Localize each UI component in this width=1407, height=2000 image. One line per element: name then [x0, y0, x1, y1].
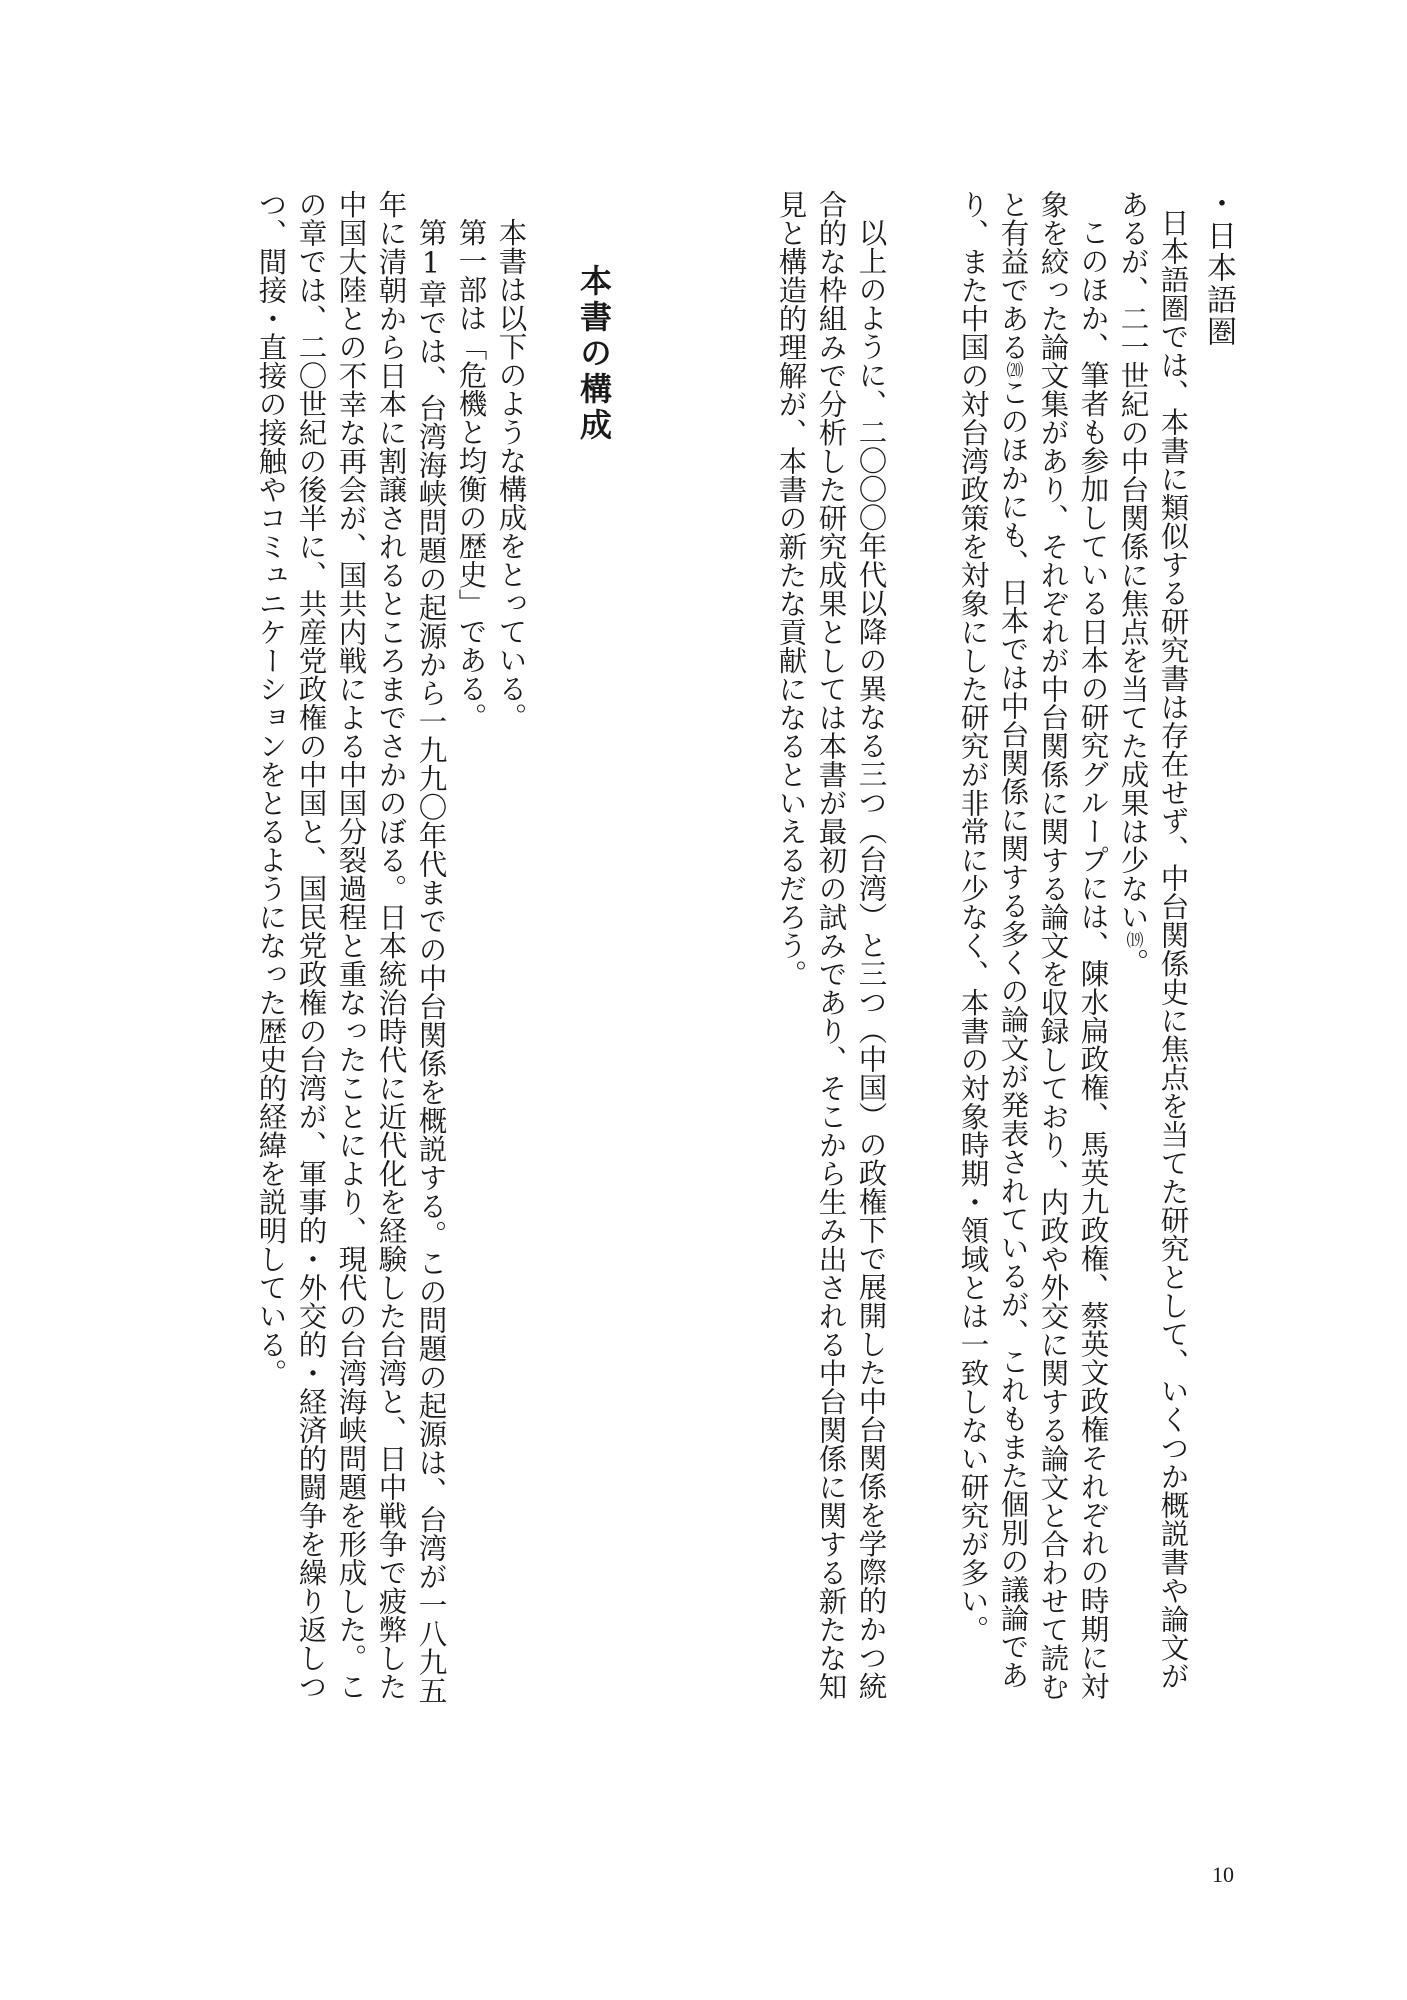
text-line: 日本語圏では、本書に類似する研究書は存在せず、中台関係史に焦点を当てた研究として、いくつか概説書や論文が	[1156, 208, 1190, 1690]
text-line: 合的な枠組みで分析した研究成果としては本書が最初の試みであり、そこから生み出される中台関係に関する新たな知	[814, 190, 848, 1701]
text-line: 以上のように、二〇〇〇年代以降の異なる三つ（台湾）と三つ（中国）の政権下で展開した中台関係を学際的かつ統	[854, 218, 888, 1700]
text-line: つ、間接・直接の接触やコミュニケーションをとるようになった歴史的経緯を説明している。	[254, 190, 288, 1387]
text-line: 第1章では、台湾海峡問題の起源から一九九〇年代までの中台関係を概説する。この問題の起源は、台湾が一八九五	[414, 218, 448, 1705]
text-line: 中国大陸との不幸な再会が、国共内戦による中国分裂過程と重なったことにより、現代の台湾海峡問題を形成した。こ	[334, 190, 368, 1701]
section-heading-structure: 本書の構成	[575, 264, 613, 444]
text-line: 見と構造的理解が、本書の新たな貢献になるといえるだろう。	[774, 190, 808, 988]
text-span: このほかにも、日本では中台関係に関する多くの論文が発表されているが、これもまた個別の議論であ	[996, 378, 1030, 1689]
note-marker-20: ⒇	[1002, 361, 1023, 378]
section-heading-japanese-sphere: ・日本語圏	[1201, 188, 1236, 348]
text-line	[1116, 190, 1150, 1790]
text-line: り、また中国の対台湾政策を対象にした研究が非常に少なく、本書の対象時期・領域とは一致しない研究が多い。	[956, 190, 990, 1644]
text-line	[996, 190, 1030, 1790]
note-marker-19: ⒆	[1122, 931, 1143, 948]
text-line: の章では、二〇世紀の後半に、共産党政権の中国と、国民党政権の台湾が、軍事的・外交的・経済的闘争を繰り返しつ	[294, 190, 328, 1701]
text-line: 年に清朝から日本に割譲されるところまでさかのぼる。日本統治時代に近代化を経験した台湾と、日中戦争で疲弊した	[374, 190, 408, 1701]
text-line: 象を絞った論文集があり、それぞれが中台関係に関する論文を収録しており、内政や外交に関する論文と合わせて読む	[1036, 190, 1070, 1701]
text-span: 。	[1116, 948, 1150, 977]
text-span: あるが、二一世紀の中台関係に焦点を当てた成果は少ない	[1116, 190, 1150, 931]
text-line: 本書は以下のような構成をとっている。	[494, 218, 528, 731]
text-line: 第一部は「危機と均衡の歴史」である。	[454, 218, 488, 731]
page-number: 10	[1212, 1862, 1234, 1887]
text-line: このほか、筆者も参加している日本の研究グループには、陳水扁政権、馬英九政権、蔡英文政権それぞれの時期に対	[1076, 218, 1110, 1700]
text-span: と有益である	[996, 190, 1030, 361]
